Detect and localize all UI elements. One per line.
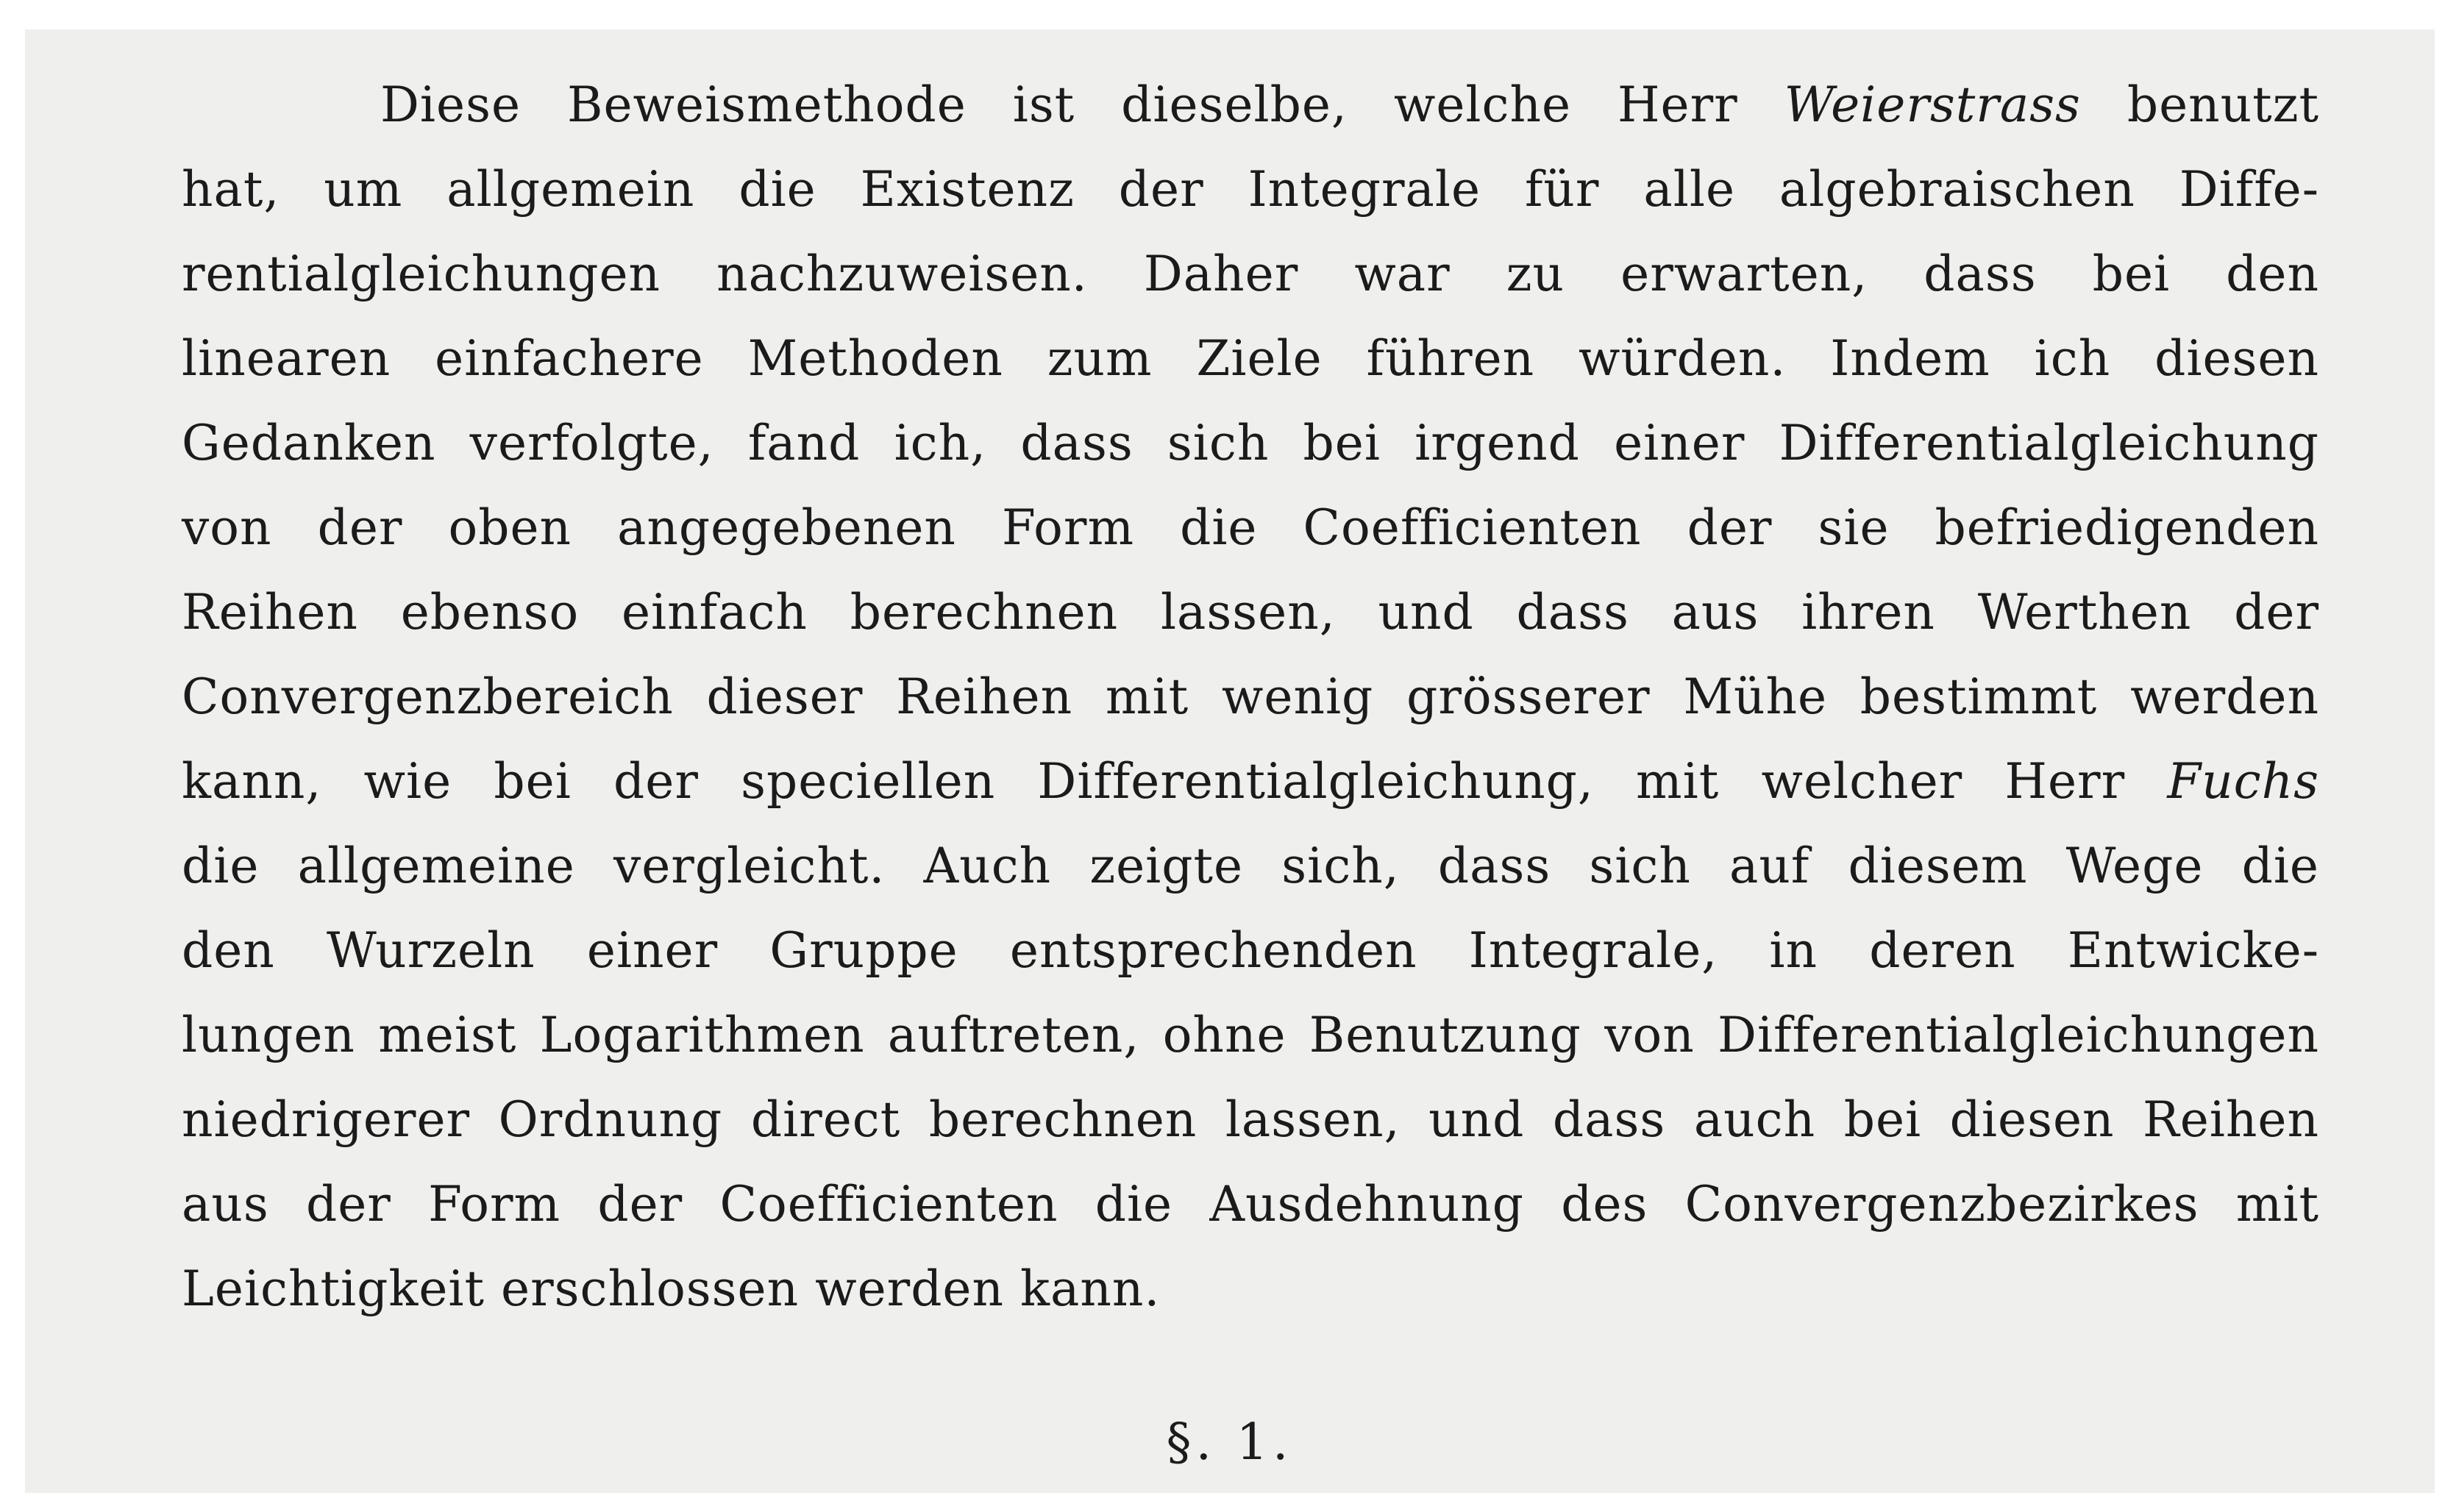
text-line: von der oben angegebenen Form die Coefficienten der sie befriedigenden: [182, 499, 2319, 556]
text-line: den Wurzeln einer Gruppe entsprechenden Integrale, in deren Entwicke-: [182, 922, 2319, 979]
text-line: lungen meist Logarithmen auftreten, ohne Benutzung von Differentialgleichungen: [182, 1007, 2319, 1063]
section-heading: §. 1.: [1166, 1413, 1293, 1472]
text-span: benutzt: [2080, 76, 2319, 133]
page-scan: [25, 29, 2435, 1493]
text-line: hat, um allgemein die Existenz der Integrale für alle algebraischen Diffe-: [182, 161, 2319, 218]
text-span: Diese Beweismethode ist dieselbe, welche Herr: [380, 76, 1784, 133]
text-line: aus der Form der Coefficienten die Ausdehnung des Convergenzbezirkes mit: [182, 1176, 2319, 1233]
person-name: Weierstrass: [1784, 76, 2081, 133]
text-line: [182, 739, 2319, 824]
text-line: linearen einfachere Methoden zum Ziele führen würden. Indem ich diesen: [182, 330, 2319, 387]
text-line: [182, 63, 2319, 147]
text-line: niedrigerer Ordnung direct berechnen lassen, und dass auch bei diesen Reihen: [182, 1091, 2319, 1148]
text-line: Gedanken verfolgte, fand ich, dass sich bei irgend einer Differentialgleichung: [182, 415, 2319, 471]
text-line: rentialgleichungen nachzuweisen. Daher war zu erwarten, dass bei den: [182, 246, 2319, 302]
text-line: Leichtigkeit erschlossen werden kann.: [182, 1260, 1161, 1317]
text-span: kann, wie bei der speciellen Differentialgleichung, mit welcher Herr: [182, 753, 2168, 810]
text-line: die allgemeine vergleicht. Auch zeigte sich, dass sich auf diesem Wege die: [182, 838, 2319, 894]
body-paragraph: [182, 63, 2319, 1331]
text-line: Reihen ebenso einfach berechnen lassen, und dass aus ihren Werthen der: [182, 584, 2319, 641]
person-name: Fuchs: [2167, 753, 2319, 810]
text-line: Convergenzbereich dieser Reihen mit wenig grösserer Mühe bestimmt werden: [182, 668, 2319, 725]
